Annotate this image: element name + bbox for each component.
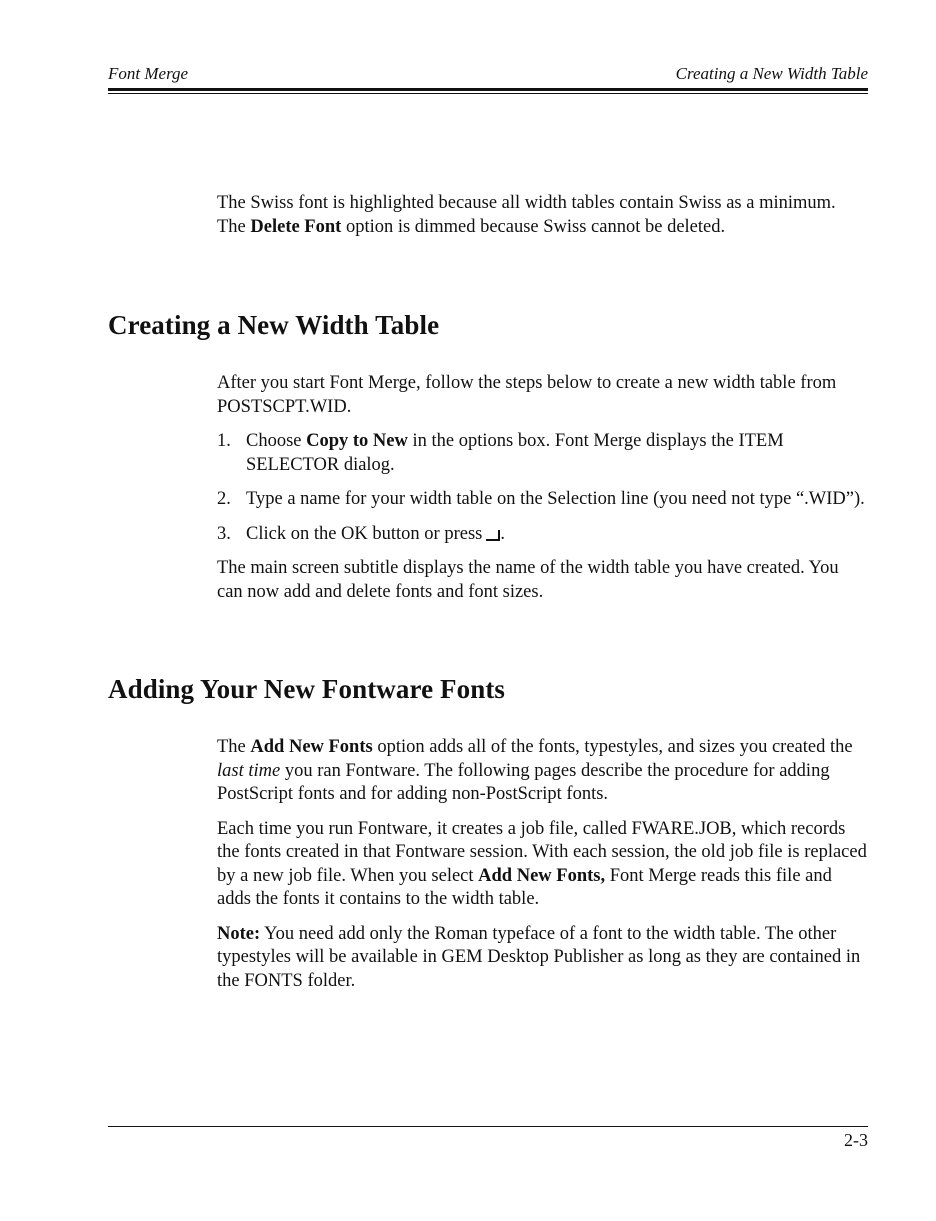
s2p1-text-1: The [217, 737, 251, 757]
intro-text-2: option is dimmed because Swiss cannot be deleted. [341, 216, 726, 237]
step-1-text-2: in the options box. Font Merge displays the ITEM SELECTOR dialog. [246, 431, 784, 475]
add-new-fonts-term-2: Add New Fonts, [478, 865, 606, 886]
note-text: You need add only the Roman typeface of a font to the width table. The other typestyles will be available in GEM Desktop Publisher as long as they are contained in the FONTS folder. [217, 923, 861, 991]
header-section-title: Creating a New Width Table [675, 64, 868, 83]
step-3-text: Click on the OK button or press [246, 523, 483, 544]
section2-paragraph-2 [217, 818, 867, 912]
section-heading-creating: Creating a New Width Table [108, 310, 440, 340]
section1-after: The main screen subtitle displays the name of the width table you have created. You can now add and delete fonts and font sizes. [217, 558, 839, 602]
note-label: Note: [217, 923, 261, 944]
section1-body [217, 372, 867, 604]
section2-paragraph-1 [217, 736, 867, 807]
copy-to-new-term: Copy to New [306, 431, 408, 451]
s2p2-text-1: Each time you run Fontware, it creates a job file, called FWARE.JOB, which records the fonts created in that Fontware session. With each session, the old job file is replaced by a new job file. When you select [217, 818, 867, 886]
s2p1-text-3: you ran Fontware. The following pages describe the procedure for adding PostScript fonts and for adding non-PostScript fonts. [217, 760, 830, 804]
section1-lead: After you start Font Merge, follow the steps below to create a new width table from POSTSCPT.WID. [217, 373, 837, 417]
header-rule-thick [108, 88, 868, 91]
step-2-text: Type a name for your width table on the Selection line (you need not type “.WID”). [246, 489, 865, 509]
add-new-fonts-term: Add New Fonts [250, 737, 373, 757]
footer-rule [108, 1126, 868, 1127]
enter-key-icon [486, 530, 500, 541]
section2-body [217, 736, 867, 993]
page-number: 2-3 [844, 1130, 868, 1150]
step-1-number: 1. [217, 431, 231, 451]
note-paragraph [217, 923, 867, 994]
step-2-number: 2. [217, 489, 231, 509]
intro-paragraph [217, 192, 867, 239]
running-header [108, 64, 868, 86]
step-3-period: . [500, 523, 505, 544]
s2p1-text-2: option adds all of the fonts, typestyles, and sizes you created the [372, 737, 853, 757]
intro-text-1: The Swiss font is highlighted because all width tables contain Swiss as a minimum. The [217, 193, 836, 237]
step-3-number: 3. [217, 523, 231, 544]
step-3 [217, 523, 867, 547]
header-rule-thin [108, 93, 868, 94]
step-2 [217, 488, 867, 512]
step-1 [217, 430, 867, 477]
delete-font-term: Delete Font [250, 216, 342, 237]
step-1-text-1: Choose [246, 431, 307, 451]
last-time-emphasis: last time [217, 760, 281, 781]
header-chapter-title: Font Merge [108, 64, 189, 83]
s2p2-text-2: Font Merge reads this file and adds the fonts it contains to the width table. [217, 865, 832, 909]
section-heading-adding: Adding Your New Fontware Fonts [108, 674, 506, 704]
